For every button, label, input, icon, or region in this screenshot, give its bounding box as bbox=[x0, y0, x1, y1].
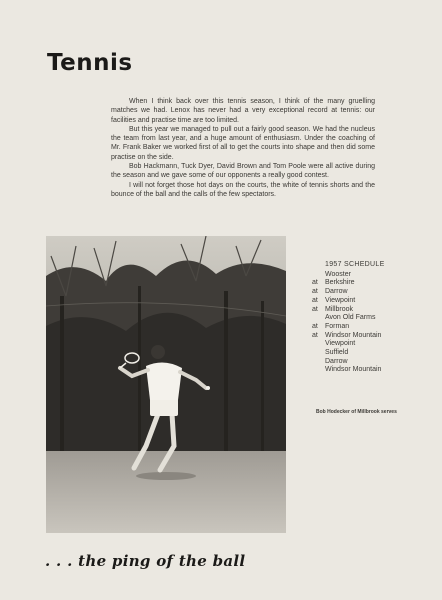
paragraph: But this year we managed to pull out a fairly good season. We had the nucleus the team from last year, and a huge amount of enthusiasm. Under the coaching of Mr. Frank Baker we worked first of all to get the courts into shape and then did some practise on the side. bbox=[111, 125, 375, 161]
schedule bbox=[312, 261, 385, 375]
paragraph: When I think back over this tennis season, I think of the many gruelling matches we had. Lenox has never had a very exceptional record at tennis: our facilities and practise time are too limited. bbox=[111, 98, 375, 124]
schedule-team: Berkshire bbox=[325, 279, 355, 287]
schedule-row bbox=[312, 314, 385, 323]
schedule-team: Suffield bbox=[325, 349, 349, 357]
page-title: Tennis bbox=[47, 50, 133, 76]
schedule-row bbox=[312, 306, 385, 315]
schedule-team: Millbrook bbox=[325, 305, 354, 313]
paragraph: I will not forget those hot days on the courts, the white of tennis shorts and the bounce of the ball and the calls of the few spectators. bbox=[111, 181, 375, 198]
schedule-row bbox=[312, 297, 385, 306]
schedule-team: Wooster bbox=[325, 270, 351, 278]
schedule-at: at bbox=[312, 331, 318, 339]
schedule-team: Darrow bbox=[325, 288, 348, 296]
schedule-row bbox=[312, 271, 385, 280]
photo-caption: Bob Hodecker of Millbrook serves bbox=[316, 409, 397, 415]
schedule-at: at bbox=[312, 305, 318, 313]
schedule-team: Viewpoint bbox=[325, 296, 356, 304]
article-body bbox=[111, 97, 375, 199]
schedule-row bbox=[312, 366, 385, 375]
schedule-row bbox=[312, 340, 385, 349]
schedule-row bbox=[312, 288, 385, 297]
schedule-team: Viewpoint bbox=[325, 340, 356, 348]
schedule-team: Forman bbox=[325, 322, 350, 330]
paragraph: Bob Hackmann, Tuck Dyer, David Brown and Tom Poole were all active during the season and we gave some of our opponents a really good contest. bbox=[111, 163, 375, 180]
schedule-team: Darrow bbox=[325, 357, 348, 365]
schedule-at: at bbox=[312, 322, 318, 330]
schedule-team: Avon Old Farms bbox=[325, 314, 376, 322]
schedule-at: at bbox=[312, 279, 318, 287]
schedule-row bbox=[312, 323, 385, 332]
schedule-at: at bbox=[312, 296, 318, 304]
schedule-title: 1957 SCHEDULE bbox=[325, 261, 385, 268]
schedule-row bbox=[312, 358, 385, 367]
schedule-at: at bbox=[312, 288, 318, 296]
schedule-row bbox=[312, 349, 385, 358]
schedule-row bbox=[312, 279, 385, 288]
schedule-team: Windsor Mountain bbox=[325, 331, 382, 339]
schedule-team: Windsor Mountain bbox=[325, 366, 382, 374]
tennis-photo bbox=[46, 236, 286, 533]
schedule-row bbox=[312, 332, 385, 341]
slogan: . . . the ping of the ball bbox=[45, 552, 246, 570]
